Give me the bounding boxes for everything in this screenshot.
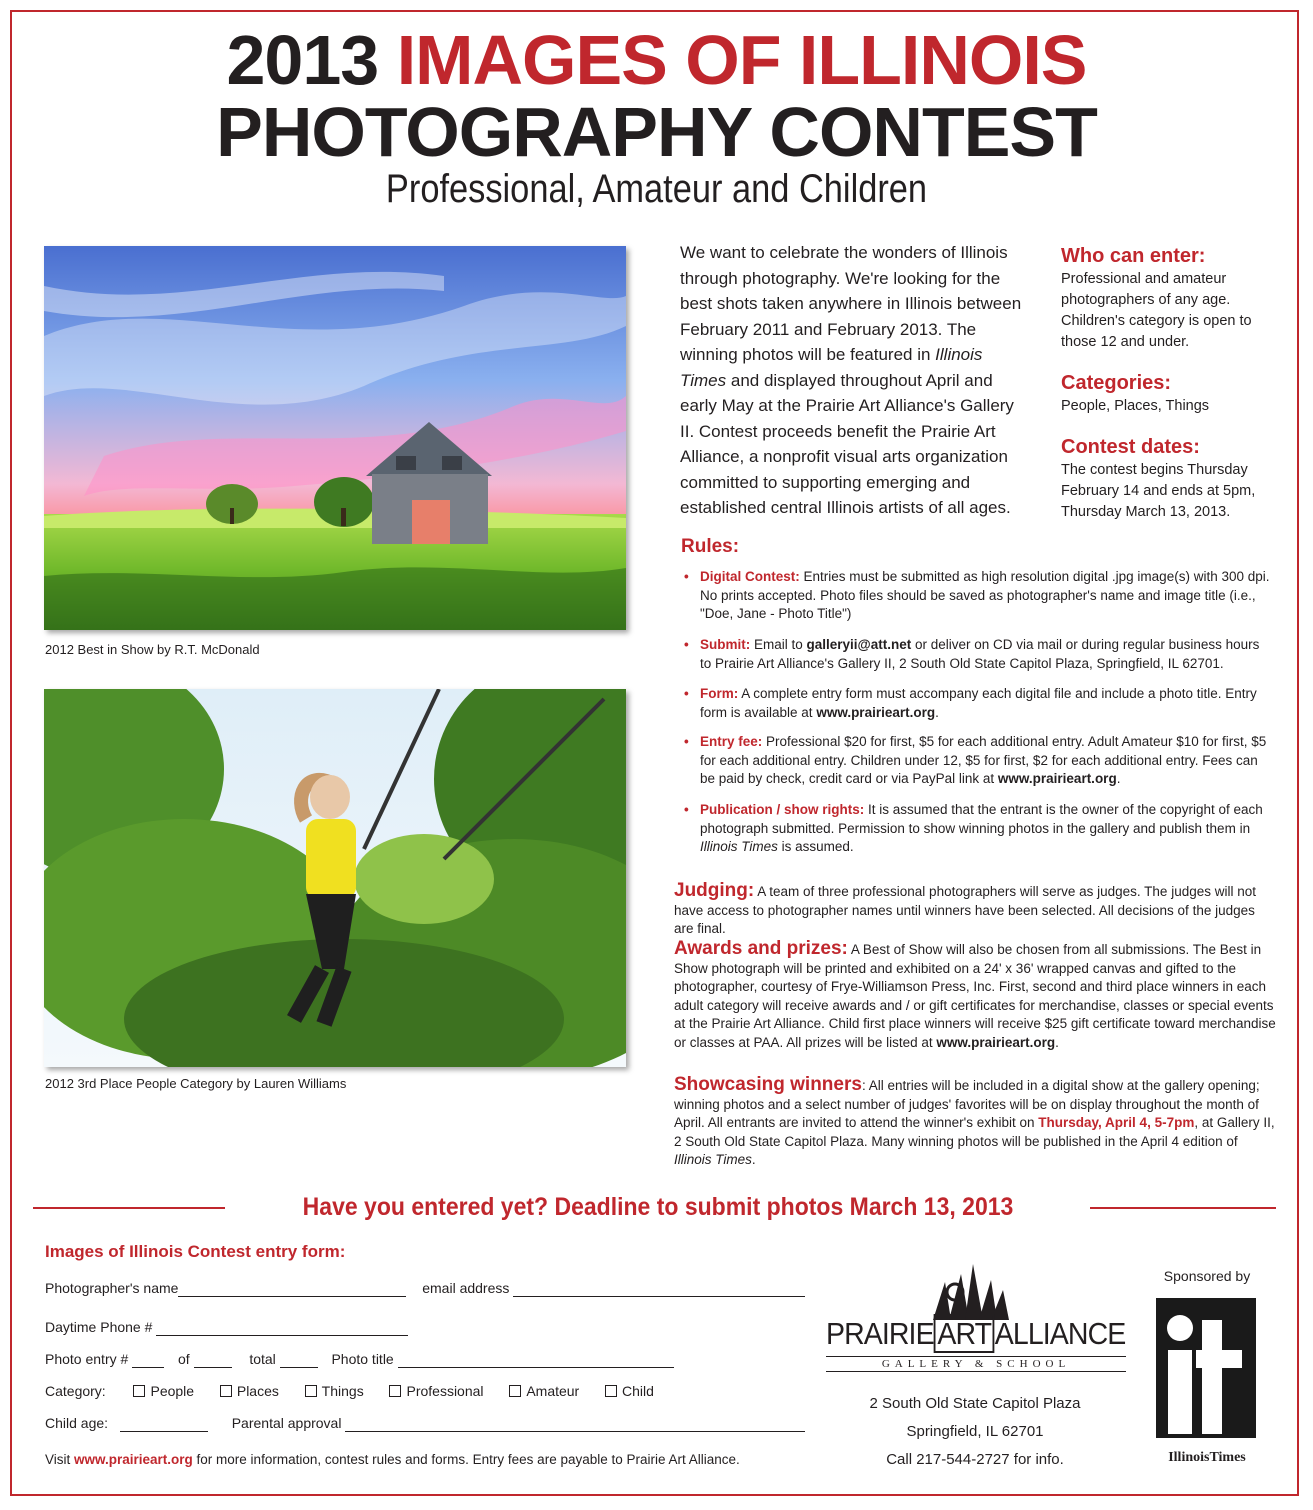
- bullet: •: [684, 734, 689, 749]
- paa-logo-subtitle: GALLERY & SCHOOL: [826, 1356, 1126, 1372]
- website-link[interactable]: www.prairieart.org: [997, 771, 1117, 786]
- checkbox[interactable]: [305, 1385, 317, 1397]
- of-field[interactable]: [194, 1353, 232, 1368]
- parental-approval-label: Parental approval: [231, 1415, 342, 1431]
- deadline-rule-left: [33, 1207, 225, 1209]
- awards-section: Awards and prizes: A Best of Show will also be chosen from all submissions. The Best in Show photograph will be printed and exhibited on a 24' x 36' wrapped canvas and gifted to the photographer, courtesy of Frye-Williamson Press, Inc. First, second and third place winners in each adult category will receive awards and / or gift certificates for merchandise, classes or special events at the Prairie Art Alliance. Child first place winners will receive $25 gift certificate toward merchandise or classes at PAA. All prizes will be listed at www.prairieart.org.: [674, 938, 1276, 1050]
- intro-text-2: and displayed throughout April and early May at the Prairie Art Alliance's Gallery II. Contest proceeds benefit the Prairie Art Alliance, a nonprofit visual arts organization committed to supporting emerging and established central Illinois artists of all ages.: [680, 370, 1014, 517]
- checkbox[interactable]: [133, 1385, 145, 1397]
- entry-number-field[interactable]: [132, 1353, 164, 1368]
- bullet: •: [684, 802, 689, 817]
- email-field[interactable]: [513, 1282, 805, 1297]
- category-people[interactable]: People: [133, 1383, 194, 1399]
- child-age-field[interactable]: [120, 1417, 208, 1432]
- categories: [1061, 372, 1261, 417]
- category-label: Category:: [45, 1383, 106, 1399]
- bullet: •: [684, 686, 689, 701]
- total-field[interactable]: [280, 1353, 318, 1368]
- category-child[interactable]: Child: [605, 1383, 654, 1399]
- checkbox[interactable]: [389, 1385, 401, 1397]
- category-things[interactable]: Things: [305, 1383, 364, 1399]
- dates-text: The contest begins Thursday February 14 and ends at 5pm, Thursday March 13, 2013.: [1061, 462, 1256, 520]
- showcase-date: Thursday, April 4, 5-7pm: [1038, 1115, 1195, 1130]
- caption-swing: 2012 3rd Place People Category by Lauren Williams: [45, 1076, 347, 1091]
- form-heading: Images of Illinois Contest entry form:: [45, 1242, 346, 1261]
- who-text: Professional and amateur photographers of any age. Children's category is open to those 12 and under.: [1061, 271, 1252, 350]
- categories-title: Categories:: [1061, 372, 1172, 394]
- who-can-enter: [1061, 245, 1261, 353]
- title-red: IMAGES OF ILLINOIS: [396, 21, 1087, 99]
- form-footer: Visit www.prairieart.org for more information, contest rules and forms. Entry fees are payable to Prairie Art Alliance.: [45, 1452, 740, 1467]
- rule-digital-contest: • Digital Contest: Entries must be submitted as high resolution digital .jpg image(s) with 300 dpi. No prints accepted. Photo files should be saved as photographer's name and image title (i.e., "Doe, Jane - Photo Title"): [684, 569, 1270, 621]
- checkbox[interactable]: [605, 1385, 617, 1397]
- intro-paragraph: [680, 240, 1025, 521]
- total-label: total: [249, 1351, 276, 1367]
- form-row-category: [45, 1382, 654, 1400]
- photo-swing: [44, 689, 626, 1067]
- paa-address-1: 2 South Old State Capitol Plaza: [869, 1395, 1081, 1412]
- title-year: 2013: [226, 21, 379, 99]
- bullet: •: [684, 637, 689, 652]
- awards-title: Awards and prizes:: [674, 938, 848, 959]
- bullet: •: [684, 569, 689, 584]
- dates-title: Contest dates:: [1061, 436, 1200, 458]
- awards-text: A Best of Show will also be chosen from all submissions. The Best in Show photograph will be printed and exhibited on a 24' x 36' wrapped canvas and gifted to the photographer, courtesy of Frye-Williamson Press, Inc. First, second and third place winners in each adult category will receive awards and / or gift certificates for merchandise, classes or special events at the Prairie Art Alliance. Child first place winners will receive $25 gift certificate toward merchandise or classes at PAA. All prizes will be listed at: [674, 942, 1276, 1050]
- parental-approval-field[interactable]: [345, 1417, 805, 1432]
- judging-section: [674, 882, 1278, 939]
- category-places[interactable]: Places: [220, 1383, 279, 1399]
- email-label: email address: [422, 1280, 510, 1296]
- intro-text-1: We want to celebrate the wonders of Illinois through photography. We're looking for the best shots taken anywhere in Illinois between February 2011 and February 2013. The winning photos will be featured in: [680, 243, 1022, 364]
- illinois-times-logo: [1156, 1298, 1256, 1458]
- category-professional[interactable]: Professional: [389, 1383, 483, 1399]
- photo-title-field[interactable]: [398, 1353, 674, 1368]
- rule-entry-fee: • Entry fee: Professional $20 for first, $5 for each additional entry. Adult Amateur $10 for first, $5 for each additional entry. Children under 12, $5 for first, $2 for each additional entry. Fees can be paid by check, credit card or via PayPal link at www.prairieart.org.: [684, 734, 1267, 786]
- sponsored-by-label: Sponsored by: [1163, 1268, 1251, 1284]
- checkbox[interactable]: [220, 1385, 232, 1397]
- website-link[interactable]: www.prairieart.org: [936, 1034, 1056, 1050]
- subtitle: Professional, Amateur and Children: [385, 167, 928, 211]
- website-link[interactable]: www.prairieart.org: [74, 1452, 193, 1467]
- barn-image: [44, 246, 626, 630]
- paa-phone: Call 217-544-2727 for info.: [886, 1451, 1064, 1468]
- of-label: of: [177, 1351, 190, 1367]
- deadline-banner: Have you entered yet? Deadline to submit photos March 13, 2013: [302, 1193, 1014, 1221]
- form-row-name: [45, 1279, 805, 1297]
- form-row-entry: [45, 1350, 674, 1368]
- name-field[interactable]: [178, 1282, 406, 1297]
- judging-title: Judging:: [674, 880, 755, 901]
- swing-image: [44, 689, 626, 1067]
- entry-label: Photo entry #: [45, 1351, 129, 1367]
- category-amateur[interactable]: Amateur: [509, 1383, 579, 1399]
- checkbox[interactable]: [509, 1385, 521, 1397]
- title-line-2: PHOTOGRAPHY CONTEST: [216, 93, 1097, 171]
- paa-address-2: Springfield, IL 62701: [906, 1423, 1044, 1440]
- rules-heading: Rules:: [681, 536, 740, 557]
- contest-dates: [1061, 436, 1261, 523]
- showcase-title: Showcasing winners: [674, 1074, 862, 1095]
- judging-text: A team of three professional photographers will serve as judges. The judges will not have access to photographer names until winners have been selected. All decisions of the judges are final.: [674, 884, 1256, 936]
- photo-barn: [44, 246, 626, 630]
- email-link[interactable]: galleryii@att.net: [806, 637, 912, 652]
- paa-logo-name: PRAIRIE ART ALLIANCE: [826, 1316, 1126, 1351]
- categories-text: People, Places, Things: [1061, 398, 1210, 414]
- showcase-section: Showcasing winners: All entries will be included in a digital show at the gallery opening; winning photos and a select number of judges' favorites will be on display throughout the month of April. All entrants are invited to attend the winner's exhibit on Thursday, April 4, 5-7pm, at Gallery II, 2 South Old State Capitol Plaza. Many winning photos will be published in the April 4 edition of Illinois Times.: [674, 1074, 1275, 1167]
- name-label: Photographer's name: [45, 1280, 179, 1296]
- deadline-rule-right: [1090, 1207, 1276, 1209]
- form-row-age: [45, 1414, 805, 1432]
- phone-label: Daytime Phone #: [45, 1319, 153, 1335]
- intro-italic: Illinois Times: [680, 345, 983, 390]
- phone-field[interactable]: [156, 1321, 408, 1336]
- who-title: Who can enter:: [1061, 245, 1206, 267]
- rule-publication-rights: • Publication / show rights: It is assumed that the entrant is the owner of the copyright of each photograph submitted. Permission to show winning photos in the gallery and publish them in Illinois Times is assumed.: [684, 802, 1263, 854]
- photo-title-label: Photo title: [331, 1351, 394, 1367]
- form-row-phone: [45, 1318, 408, 1336]
- rule-form: • Form: A complete entry form must accompany each digital file and include a photo title. Entry form is available at www.prairieart.org.: [684, 686, 1257, 720]
- title-line-1: [0, 21, 1313, 99]
- paa-logo-art-icon: [925, 1262, 1015, 1322]
- illinois-times-logo-text: IllinoisTimes: [1168, 1450, 1246, 1465]
- caption-barn: 2012 Best in Show by R.T. McDonald: [45, 642, 260, 657]
- child-age-label: Child age:: [45, 1415, 109, 1431]
- rule-submit: • Submit: Email to galleryii@att.net or deliver on CD via mail or during regular business hours to Prairie Art Alliance's Gallery II, 2 South Old State Capitol Plaza, Springfield, IL 62701.: [684, 637, 1260, 671]
- website-link[interactable]: www.prairieart.org: [816, 704, 936, 720]
